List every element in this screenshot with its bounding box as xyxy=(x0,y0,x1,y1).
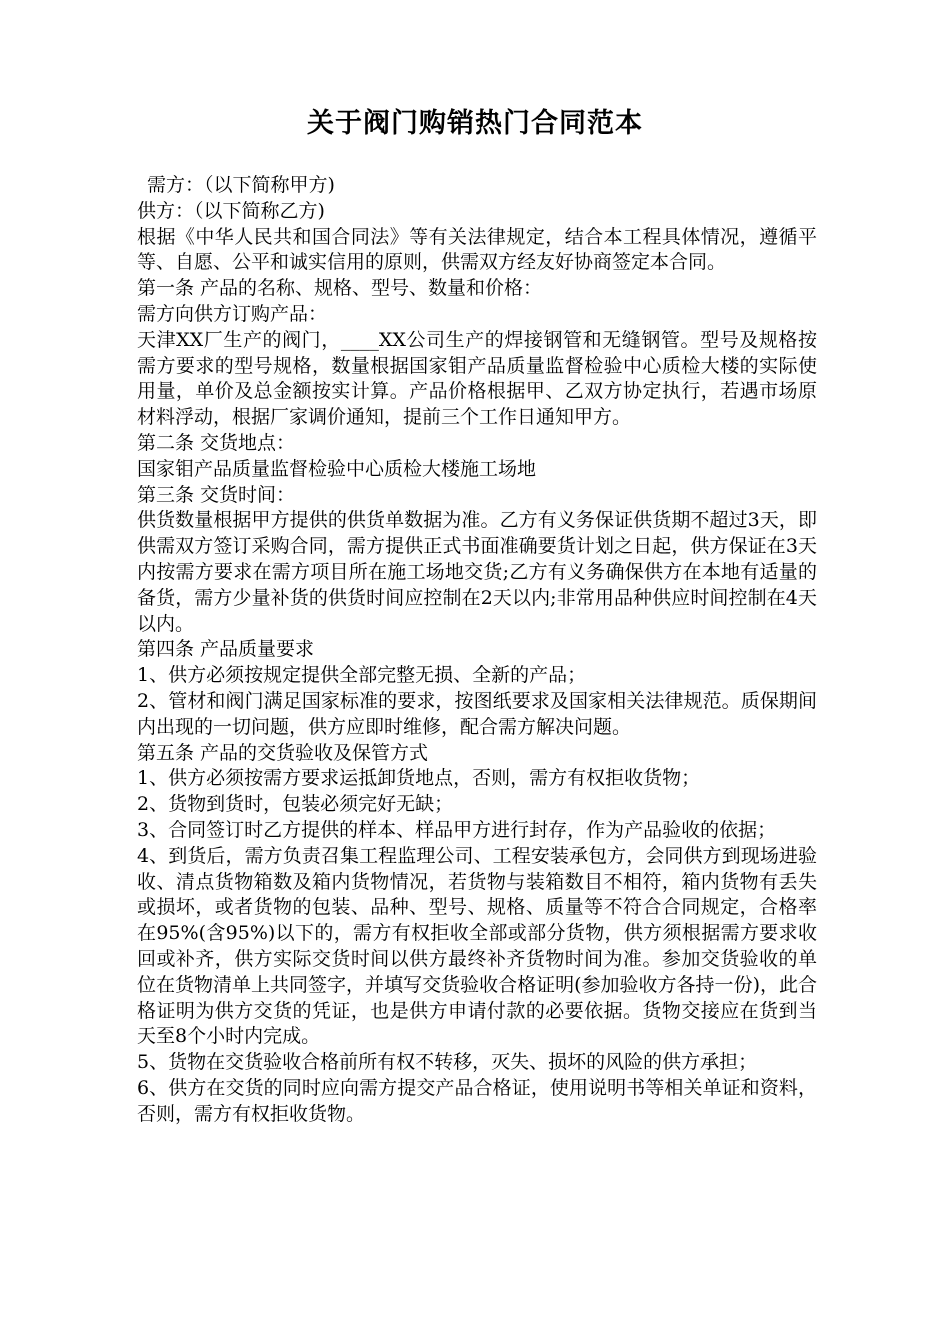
party-b-line: 供方：（以下简称乙方) xyxy=(137,199,325,222)
article-4-item-2: 2、管材和阀门满足国家标准的要求，按图纸要求及国家相关法律规范。质保期间内出现的一切问题，供方应即时维修，配合需方解决问题。 xyxy=(137,689,817,738)
article-5-item-6: 6、供方在交货的同时应向需方提交产品合格证，使用说明书等相关单证和资料，否则，需方有权拒收货物。 xyxy=(137,1076,817,1125)
article-5-item-5: 5、货物在交货验收合格前所有权不转移，灭失、损坏的风险的供方承担； xyxy=(137,1051,758,1074)
article-5-item-4: 4、到货后，需方负责召集工程监理公司、工程安装承包方，会同供方到现场进验收、清点货物箱数及箱内货物情况，若货物与装箱数目不相符，箱内货物有丢失或损坏，或者货物的包装、品种、型号、规格、质量等不符合合同规定，合格率在95%(含95%)以下的，需方有权拒收全部或部分货物，供方须根据需方要求收回或补齐，供方实际交货时间以供方最终补齐货物时间为准。参加交货验收的单位在货物清单上共同签字，并填写交货验收合格证明(参加验收方各持一份)，此合格证明为供方交货的凭证，也是供方申请付款的必要依据。货物交接应在货到当天至8个小时内完成。 xyxy=(137,844,817,1048)
document-title: 关于阀门购销热门合同范本 xyxy=(307,108,643,139)
article-4-item-1: 1、供方必须按规定提供全部完整无损、全新的产品； xyxy=(137,664,587,687)
article-1-paragraph: 天津XX厂生产的阀门，____XX公司生产的焊接钢管和无缝钢管。型号及规格按需方要求的型号规格，数量根据国家钼产品质量监督检验中心质检大楼的实际使用量，单价及总金额按实计算。产品价格根据甲、乙双方协定执行，若遇市场原材料浮动，根据厂家调价通知，提前三个工作日通知甲方。 xyxy=(137,328,817,429)
document-body xyxy=(137,173,817,1127)
preamble-paragraph: 根据《中华人民共和国合同法》等有关法律规定，结合本工程具体情况，遵循平等、自愿、公平和诚实信用的原则，供需双方经友好协商签定本合同。 xyxy=(137,225,817,274)
party-a-line: 需方：（以下简称甲方) xyxy=(147,174,335,196)
article-5-item-1: 1、供方必须按需方要求运抵卸货地点，否则，需方有权拒收货物； xyxy=(137,767,701,790)
article-2-heading: 第二条 交货地点： xyxy=(137,431,296,454)
article-3-paragraph: 供货数量根据甲方提供的供货单数据为准。乙方有义务保证供货期不超过3天，即供需双方签订采购合同，需方提供正式书面准确要货计划之日起，供方保证在3天内按需方要求在需方项目所在施工场地交货;乙方有义务确保供方在本地有适量的备货，需方少量补货的供货时间应控制在2天以内;非常用品种供应时间控制在4天以内。 xyxy=(137,509,817,635)
article-3-heading: 第三条 交货时间： xyxy=(137,483,296,506)
article-1-heading: 第一条 产品的名称、规格、型号、数量和价格： xyxy=(137,277,543,300)
article-4-heading: 第四条 产品质量要求 xyxy=(137,638,315,661)
article-2-paragraph: 国家钼产品质量监督检验中心质检大楼施工场地 xyxy=(137,457,537,480)
article-1-subheading: 需方向供方订购产品： xyxy=(137,302,328,325)
article-5-item-2: 2、货物到货时，包装必须完好无缺； xyxy=(137,793,454,816)
article-5-heading: 第五条 产品的交货验收及保管方式 xyxy=(137,741,429,764)
article-5-item-3: 3、合同签订时乙方提供的样本、样品甲方进行封存，作为产品验收的依据； xyxy=(137,818,777,841)
